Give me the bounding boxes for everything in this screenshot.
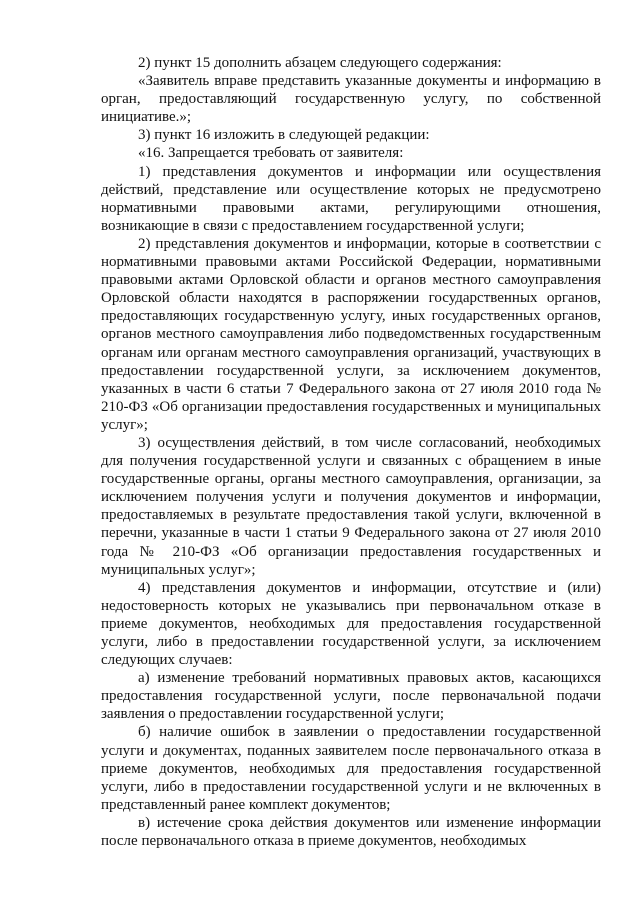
paragraph-case-b: б) наличие ошибок в заявлении о предоставлении государственной услуги и документах, поданных заявителем после первоначального отказа в приеме документов, необходимых для предоставления государственной услуги, либо в предоставлении государственной услуги и не включенных в представленный ранее комплект документов; [101,724,601,813]
document-body [101,54,601,850]
paragraph-item-16-amendment: 3) пункт 16 изложить в следующей редакции: [138,127,430,144]
paragraph-item-15-amendment: 2) пункт 15 дополнить абзацем следующего содержания: [138,55,502,71]
paragraph-quote-applicant-right: «Заявитель вправе представить указанные документы и информацию в орган, предоставляющий государственную услугу, по собственной инициативе.»; [101,73,601,126]
paragraph-case-a: а) изменение требований нормативных правовых актов, касающихся предоставления государственной услуги, после первоначальной подачи заявления о предоставлении государственной услуги; [101,670,601,723]
paragraph-subitem-3: 3) осуществления действий, в том числе согласований, необходимых для получения государственной услуги и связанных с обращением в иные государственные органы, органы местного самоуправления, организации, за исключением получения услуги и получения документов и информации, предоставляемых в результате предоставления такой услуги, включенной в перечни, указанные в части 1 статьи 9 Федерального закона от 27 июля 2010 года № 210-ФЗ «Об организации предоставления государственных и муниципальных услуг»; [101,434,601,578]
paragraph-item-16-heading: «16. Запрещается требовать от заявителя: [138,145,404,162]
paragraph-subitem-1: 1) представления документов и информации или осуществления действий, представление или осуществление которых не предусмотрено нормативными правовыми актами, регулирующими отношения, возникающие в связи с предоставлением государственной услуги; [101,163,601,234]
paragraph-subitem-4: 4) представления документов и информации, отсутствие и (или) недостоверность которых не указывались при первоначальном отказе в приеме документов, необходимых для предоставления государственной услуги, либо в предоставлении государственной услуги, за исключением следующих случаев: [101,579,601,669]
paragraph-subitem-2: 2) представления документов и информации, которые в соответствии с нормативными правовыми актами Российской Федерации, нормативными правовыми актами Орловской области и органов местного самоуправления Орловской области находятся в распоряжении государственных органов, предоставляющих государственную услугу, иных государственных органов, органов местного самоуправления либо подведомственных государственным органам или органам местного самоуправления организаций, участвующих в предоставлении государственной услуги, за исключением документов, указанных в части 6 статьи 7 Федерального закона от 27 июля 2010 года № 210-ФЗ «Об организации предоставления государственных и муниципальных услуг»; [101,235,601,433]
paragraph-case-v: в) истечение срока действия документов или изменение информации после первоначального отказа в приеме документов, необходимых [101,814,601,850]
